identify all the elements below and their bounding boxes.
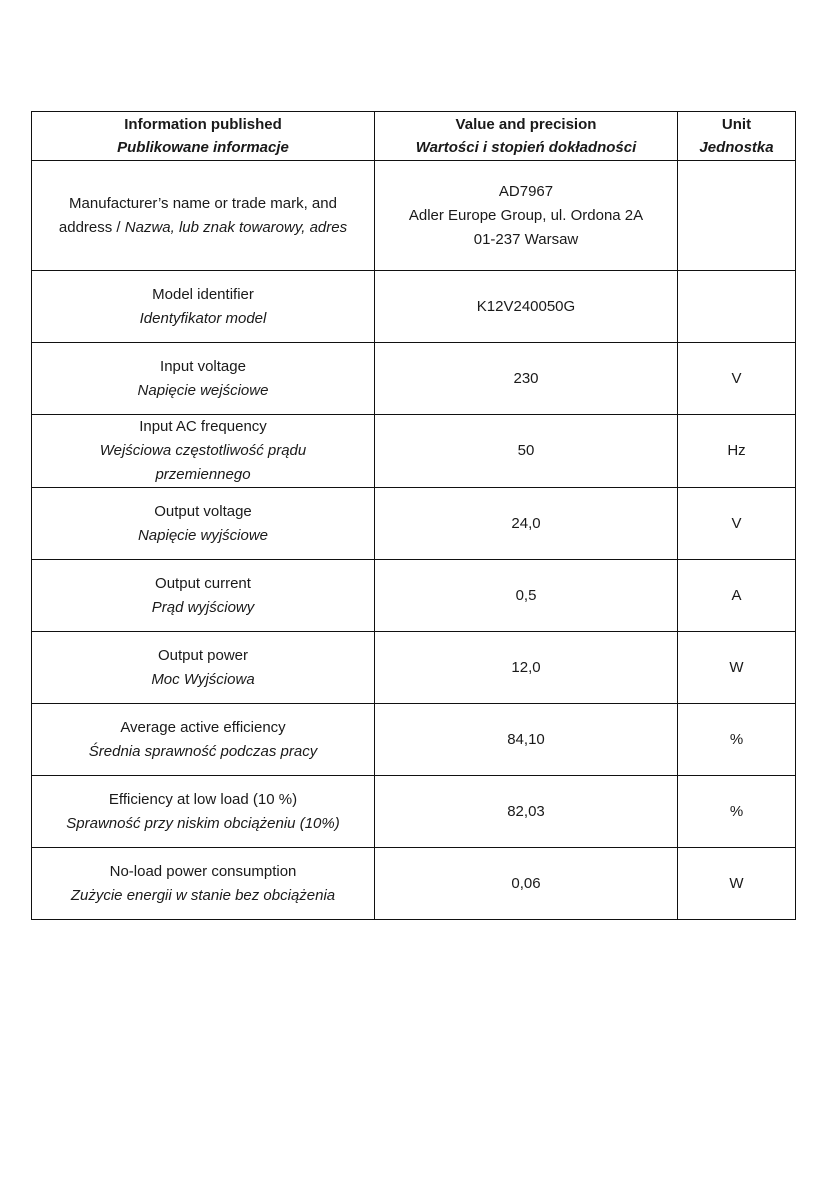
- cell-information: [32, 560, 375, 632]
- info-pl: Nazwa, lub znak towarowy, adres: [124, 218, 348, 236]
- header-value-pl: Wartości i stopień dokładności: [415, 139, 637, 156]
- table-row: [32, 271, 796, 343]
- info-pl: Napięcie wyjściowe: [137, 526, 269, 544]
- cell-value: 82,03: [375, 776, 678, 848]
- header-value-en: Value and precision: [455, 116, 597, 133]
- cell-value: 12,0: [375, 632, 678, 704]
- info-en: Average active efficiency: [120, 718, 286, 736]
- info-pl: Prąd wyjściowy: [151, 598, 255, 616]
- cell-value: K12V240050G: [375, 271, 678, 343]
- header-information: [32, 112, 375, 161]
- cell-information: [32, 776, 375, 848]
- cell-value: 24,0: [375, 488, 678, 560]
- info-en: Output power: [157, 646, 249, 664]
- cell-value: 0,06: [375, 848, 678, 920]
- cell-information: [32, 343, 375, 415]
- info-pl: Wejściowa częstotliwość prądu przemiennego: [99, 442, 307, 483]
- info-en: No-load power consumption: [109, 862, 297, 880]
- info-pl-prefix: address /: [58, 218, 125, 236]
- cell-unit: A: [678, 560, 796, 632]
- value-line: Adler Europe Group, ul. Ordona 2A: [408, 206, 644, 224]
- table-row: [32, 632, 796, 704]
- cell-unit: [678, 161, 796, 271]
- cell-information: [32, 161, 375, 271]
- cell-value: 84,10: [375, 704, 678, 776]
- table-row: [32, 488, 796, 560]
- info-pl: Napięcie wejściowe: [137, 381, 269, 399]
- info-pl: Identyfikator model: [139, 309, 267, 327]
- value-line: 01-237 Warsaw: [473, 230, 579, 248]
- info-en: Model identifier: [152, 285, 254, 303]
- cell-information: [32, 632, 375, 704]
- table-row: [32, 415, 796, 488]
- info-pl: Sprawność przy niskim obciążeniu (10%): [66, 814, 340, 832]
- info-en: Input voltage: [160, 357, 246, 375]
- cell-value: [375, 161, 678, 271]
- cell-unit: %: [678, 704, 796, 776]
- table-row: [32, 776, 796, 848]
- table-row: [32, 560, 796, 632]
- header-information-en: Information published: [124, 116, 282, 133]
- cell-unit: W: [678, 848, 796, 920]
- info-en: Output current: [155, 574, 251, 592]
- info-en: Manufacturer’s name or trade mark, and: [69, 194, 337, 212]
- info-pl: Średnia sprawność podczas pracy: [88, 742, 318, 760]
- cell-information: [32, 704, 375, 776]
- cell-information: [32, 488, 375, 560]
- cell-value: 230: [375, 343, 678, 415]
- cell-unit: V: [678, 343, 796, 415]
- header-unit-pl: Jednostka: [699, 139, 774, 156]
- info-en: Output voltage: [154, 502, 252, 520]
- info-en: Input AC frequency: [139, 418, 267, 435]
- cell-information: [32, 271, 375, 343]
- cell-unit: V: [678, 488, 796, 560]
- header-unit: [678, 112, 796, 161]
- cell-information: [32, 848, 375, 920]
- header-value: [375, 112, 678, 161]
- cell-value: 0,5: [375, 560, 678, 632]
- header-information-pl: Publikowane informacje: [117, 139, 289, 156]
- table-header-row: [32, 112, 796, 161]
- table-row: [32, 704, 796, 776]
- header-unit-en: Unit: [721, 116, 752, 133]
- cell-unit: [678, 271, 796, 343]
- info-pl: Moc Wyjściowa: [151, 670, 255, 688]
- info-pl-line: [38, 216, 368, 240]
- info-en: Efficiency at low load (10 %): [108, 790, 298, 808]
- table-row: [32, 161, 796, 271]
- value-line: AD7967: [498, 182, 554, 200]
- cell-unit: %: [678, 776, 796, 848]
- table-row: [32, 343, 796, 415]
- cell-unit: W: [678, 632, 796, 704]
- cell-value: 50: [375, 415, 678, 488]
- specification-table: [31, 111, 796, 920]
- cell-unit: Hz: [678, 415, 796, 488]
- info-pl: Zużycie energii w stanie bez obciążenia: [70, 886, 336, 904]
- cell-information: [32, 415, 375, 488]
- table-row: [32, 848, 796, 920]
